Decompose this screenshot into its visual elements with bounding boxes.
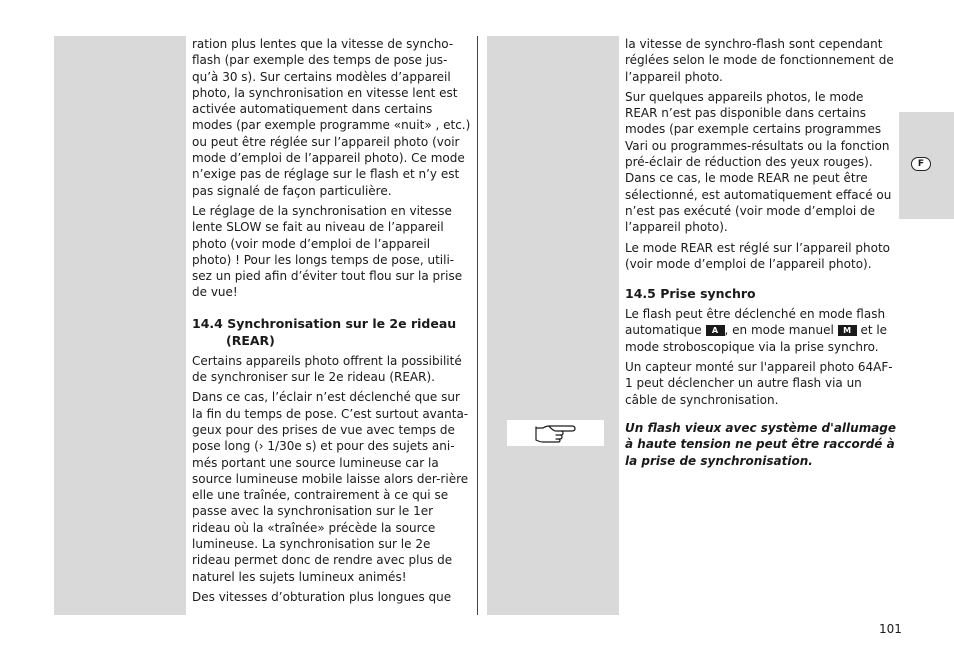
- text-run: et le mode stroboscopique via la prise synchro.: [625, 323, 888, 354]
- left-text-column: [192, 36, 472, 609]
- right-margin-bar: [487, 36, 619, 615]
- warning-note: Un flash vieux avec système d'allumage à haute tension ne peut être raccordé à la prise de synchronisation.: [625, 420, 897, 468]
- manual-mode-icon: M: [838, 325, 857, 336]
- paragraph: Le réglage de la synchronisation en vitesse lente SLOW se fait au niveau de l’appareil photo (voir mode d’emploi de l’appareil photo) ! Pour les longs temps de pose, utili-sez un pied afin d’éviter tout flou sur la prise de vue!: [192, 203, 463, 300]
- paragraph: Le mode REAR est réglé sur l’appareil photo (voir mode d’emploi de l’appareil photo).: [625, 240, 890, 271]
- heading-line: 14.4 Synchronisation sur le 2e rideau: [192, 315, 457, 331]
- page-number: 101: [879, 622, 902, 636]
- paragraph: [625, 306, 897, 355]
- paragraph: Certains appareils photo offrent la possibilité de synchroniser sur le 2e rideau (REAR).: [192, 353, 462, 385]
- paragraph: ration plus lentes que la vitesse de syncho-flash (par exemple des temps de pose jus-qu’à 30 s). Sur certains modèles d’appareil photo, la synchronisation en vitesse lent est activée automatiquement dans certains modes (par exemple programme «nuit» , etc.) ou peut être réglée sur l’appareil photo (voir mode d’emploi de l’appareil photo). Ce mode n’exige pas de réglage sur le flash et n’y est pas signalé de façon particulière.: [192, 37, 471, 198]
- pointing-hand-icon: [534, 423, 578, 443]
- left-margin-bar: [54, 36, 186, 615]
- text-run: Le flash peut être déclenché en mode flash automatique: [625, 307, 886, 338]
- section-heading-14-5: 14.5 Prise synchro: [625, 286, 756, 302]
- section-heading-14-4: [192, 315, 472, 349]
- column-divider: [477, 36, 478, 615]
- paragraph: la vitesse de synchro-flash sont cependant réglées selon le mode de fonctionnement de l’appareil photo.: [625, 37, 894, 84]
- text-run: , en mode manuel: [724, 323, 834, 338]
- heading-line: (REAR): [226, 332, 275, 348]
- paragraph: Dans ce cas, l’éclair n’est déclenché que sur la fin du temps de pose. C’est surtout avanta-geux pour des prises de vue avec temps de pose long (› 1/30e s) et pour des sujets ani-més portant une source lumineuse car la source lumineuse mobile laisse alors der-rière elle une traînée, contrairement à ce qui se passe avec la synchronisation sur le 1er rideau où la «traînée» précède la source lumineuse. La synchronisation sur le 2e rideau permet donc de rendre avec plus de naturel les sujets lumineux animés!: [192, 390, 469, 584]
- note-marker: [507, 420, 604, 446]
- paragraph: Un capteur monté sur l'appareil photo 64AF-1 peut déclencher un autre flash via un câble de synchronisation.: [625, 360, 893, 407]
- paragraph: Sur quelques appareils photos, le mode REAR n’est pas disponible dans certains modes (par exemple certains programmes Vari ou programmes-résultats ou la fonction pré-éclair de réduction des yeux rouges). Dans ce cas, le mode REAR ne peut être sélectionné, est automatiquement effacé ou n’est pas exécuté (voir mode d’emploi de l’appareil photo).: [625, 89, 892, 235]
- paragraph: Des vitesses d’obturation plus longues que: [192, 589, 452, 604]
- language-tab-label: F: [911, 157, 931, 171]
- right-text-column: [625, 36, 897, 473]
- auto-mode-icon: A: [706, 325, 725, 336]
